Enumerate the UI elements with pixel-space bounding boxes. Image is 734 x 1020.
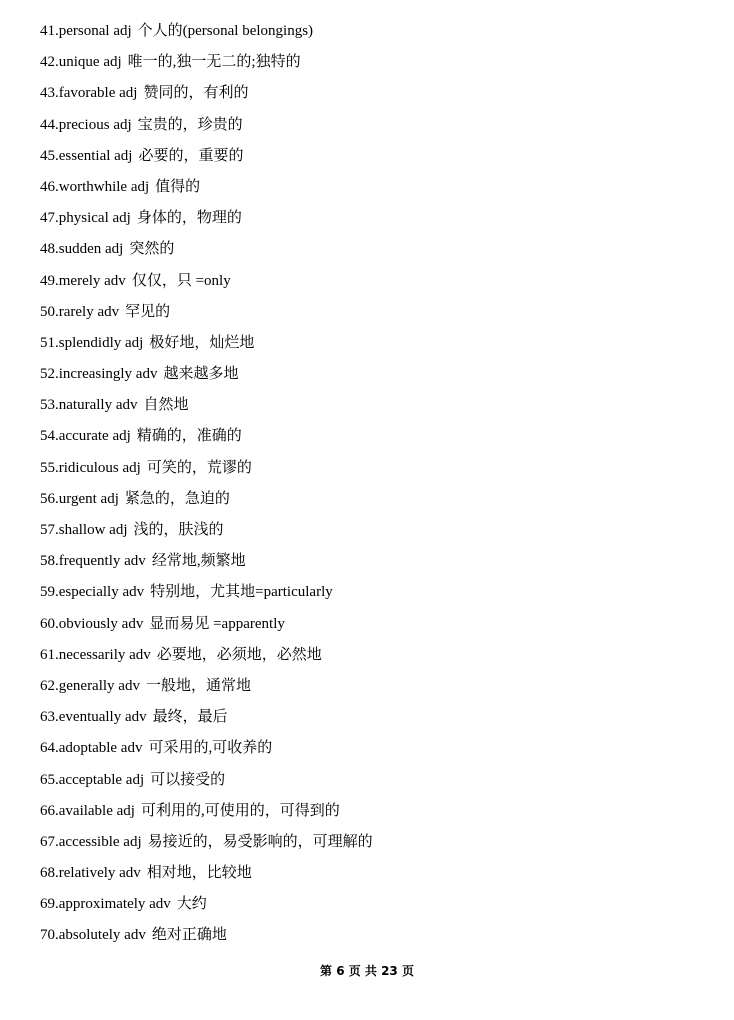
vocab-headword: 59.especially adv xyxy=(40,584,145,601)
vocabulary-list xyxy=(40,16,373,952)
vocab-entry xyxy=(40,920,373,951)
vocab-meaning: 最终，最后 xyxy=(152,709,228,726)
vocab-headword: 50.rarely adv xyxy=(40,303,120,320)
vocab-entry xyxy=(40,765,373,796)
vocab-entry xyxy=(40,671,373,702)
vocab-headword: 53.naturally adv xyxy=(40,397,138,414)
vocab-entry xyxy=(40,141,373,172)
vocab-meaning: 可利用的,可使用的，可得到的 xyxy=(140,802,340,819)
vocab-entry xyxy=(40,172,373,203)
vocab-headword: 65.acceptable adj xyxy=(40,771,145,788)
vocab-entry xyxy=(40,266,373,297)
vocab-meaning: 必要地，必须地，必然地 xyxy=(156,646,322,663)
vocab-headword: 63.eventually adv xyxy=(40,709,147,726)
vocab-meaning: 身体的，物理的 xyxy=(136,210,242,227)
vocab-headword: 46.worthwhile adj xyxy=(40,178,150,195)
vocab-headword: 66.available adj xyxy=(40,802,135,819)
vocab-entry xyxy=(40,577,373,608)
vocab-entry xyxy=(40,889,373,920)
vocab-meaning: 精确的，准确的 xyxy=(136,428,242,445)
vocab-meaning: 紧急的，急迫的 xyxy=(124,490,230,507)
vocab-meaning: 自然地 xyxy=(143,397,189,414)
vocab-entry xyxy=(40,796,373,827)
vocab-headword: 45.essential adj xyxy=(40,147,133,164)
vocab-headword: 54.accurate adj xyxy=(40,428,131,445)
vocab-entry xyxy=(40,234,373,265)
vocab-meaning: 易接近的，易受影响的，可理解的 xyxy=(147,833,373,850)
vocab-entry xyxy=(40,359,373,390)
vocab-meaning: 唯一的,独一无二的;独特的 xyxy=(127,54,301,71)
vocab-meaning: 浅的，肤浅的 xyxy=(133,522,224,538)
vocab-meaning: 可采用的,可收养的 xyxy=(148,740,273,757)
vocab-entry xyxy=(40,110,373,141)
vocab-meaning: 相对地，比较地 xyxy=(146,865,252,882)
vocab-headword: 62.generally adv xyxy=(40,677,140,694)
vocab-headword: 44.precious adj xyxy=(40,116,132,133)
vocab-entry xyxy=(40,609,373,640)
vocab-headword: 55.ridiculous adj xyxy=(40,459,141,476)
vocab-headword: 58.frequently adv xyxy=(40,553,146,570)
vocab-meaning: 必要的，重要的 xyxy=(138,147,244,164)
vocab-meaning: 值得的 xyxy=(155,178,201,195)
vocab-headword: 42.unique adj xyxy=(40,54,122,71)
vocab-headword: 57.shallow adj xyxy=(40,522,128,538)
vocab-meaning: 赞同的，有利的 xyxy=(143,85,249,102)
vocab-meaning: 仅仅，只 =only xyxy=(131,272,231,289)
vocab-headword: 49.merely adv xyxy=(40,272,126,289)
vocab-entry xyxy=(40,328,373,359)
vocab-meaning: 越来越多地 xyxy=(163,366,239,383)
vocab-entry xyxy=(40,78,373,109)
vocab-meaning: 大约 xyxy=(176,896,207,913)
vocab-headword: 41.personal adj xyxy=(40,23,132,39)
vocab-entry xyxy=(40,733,373,764)
vocab-entry xyxy=(40,297,373,328)
vocab-headword: 48.sudden adj xyxy=(40,241,124,258)
vocab-headword: 56.urgent adj xyxy=(40,490,119,507)
vocab-meaning: 可笑的，荒谬的 xyxy=(146,459,252,476)
vocab-headword: 69.approximately adv xyxy=(40,896,171,913)
vocab-entry xyxy=(40,453,373,484)
vocab-meaning: 可以接受的 xyxy=(150,771,226,788)
vocab-headword: 64.adoptable adv xyxy=(40,740,143,757)
vocab-entry xyxy=(40,484,373,515)
vocab-entry xyxy=(40,515,373,546)
vocab-meaning: 绝对正确地 xyxy=(151,927,227,944)
vocab-meaning: 宝贵的，珍贵的 xyxy=(137,116,243,133)
vocab-meaning: 经常地,频繁地 xyxy=(151,553,246,570)
vocab-headword: 68.relatively adv xyxy=(40,865,141,882)
vocab-meaning: 极好地，灿烂地 xyxy=(149,334,255,351)
vocab-entry xyxy=(40,390,373,421)
vocab-meaning: 显而易见 =apparently xyxy=(149,615,285,632)
vocab-headword: 47.physical adj xyxy=(40,210,131,227)
vocab-entry xyxy=(40,16,373,47)
vocab-meaning: 突然的 xyxy=(129,241,175,258)
vocab-entry xyxy=(40,702,373,733)
vocab-headword: 60.obviously adv xyxy=(40,615,144,632)
page-number-footer: 第 6 页 共 23 页 xyxy=(320,964,414,978)
vocab-headword: 67.accessible adj xyxy=(40,833,142,850)
vocab-headword: 61.necessarily adv xyxy=(40,646,151,663)
vocab-entry xyxy=(40,546,373,577)
vocab-headword: 51.splendidly adj xyxy=(40,334,144,351)
vocab-entry xyxy=(40,858,373,889)
vocab-entry xyxy=(40,640,373,671)
vocab-entry xyxy=(40,827,373,858)
vocab-meaning: 罕见的 xyxy=(125,303,171,320)
vocab-meaning: 特别地，尤其地=particularly xyxy=(150,584,333,601)
vocab-entry xyxy=(40,421,373,452)
vocab-entry xyxy=(40,203,373,234)
vocab-headword: 43.favorable adj xyxy=(40,85,138,102)
vocab-meaning: 一般地，通常地 xyxy=(145,677,251,694)
vocab-meaning: 个人的(personal belongings) xyxy=(137,23,314,39)
vocab-headword: 52.increasingly adv xyxy=(40,366,158,383)
vocab-entry xyxy=(40,47,373,78)
vocab-headword: 70.absolutely adv xyxy=(40,927,146,944)
